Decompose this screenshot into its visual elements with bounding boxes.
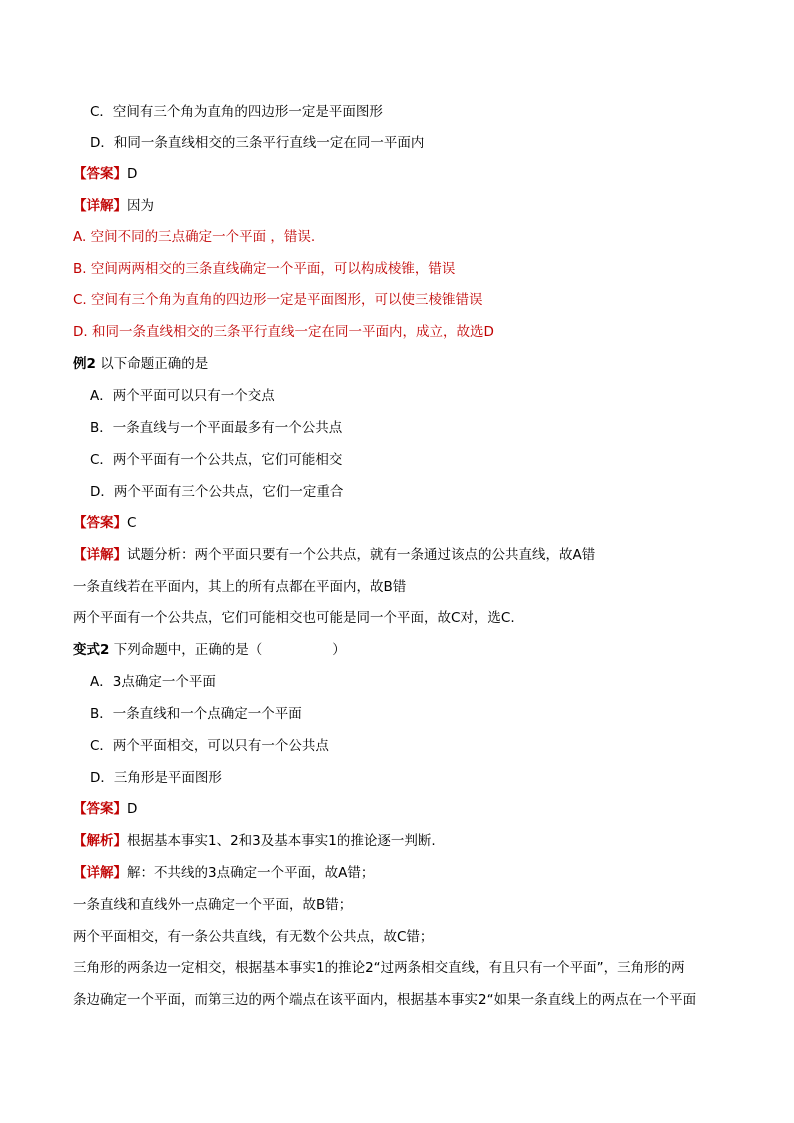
- text-line: [73, 259, 734, 279]
- line-text: D: [127, 166, 138, 182]
- line-text: D. 和同一条直线相交的三条平行直线一定在同一平面内，成立，故选D: [73, 324, 494, 340]
- line-text: 因为: [127, 198, 154, 214]
- text-line: [73, 990, 734, 1010]
- text-line: [73, 577, 734, 597]
- text-line: [90, 736, 734, 756]
- option-text: B．一条直线与一个平面最多有一个公共点: [90, 420, 343, 436]
- section-tag: 【答案】: [73, 166, 127, 182]
- section-tag: 【解析】: [73, 833, 127, 849]
- option-text: D．和同一条直线相交的三条平行直线一定在同一平面内: [90, 135, 425, 151]
- text-line: [73, 164, 734, 184]
- text-line: [73, 863, 734, 883]
- text-line: [90, 672, 734, 692]
- line-text: 根据基本事实1、2和3及基本事实1的推论逐一判断.: [127, 833, 436, 849]
- section-tag: 【详解】: [73, 547, 127, 563]
- example-label: 例2: [73, 356, 96, 372]
- text-line: [73, 831, 734, 851]
- text-line: [73, 958, 734, 978]
- option-text: D．两个平面有三个公共点，它们一定重合: [90, 484, 344, 500]
- option-text: C．两个平面有一个公共点，它们可能相交: [90, 452, 343, 468]
- text-line: [90, 704, 734, 724]
- line-text: 解：不共线的3点确定一个平面，故A错；: [127, 865, 375, 881]
- line-text: B. 空间两两相交的三条直线确定一个平面，可以构成棱锥，错误: [73, 261, 456, 277]
- option-text: B．一条直线和一个点确定一个平面: [90, 706, 302, 722]
- text-line: [90, 768, 734, 788]
- line-text: 以下命题正确的是: [95, 356, 209, 372]
- text-line: [90, 386, 734, 406]
- option-text: C．两个平面相交，可以只有一个公共点: [90, 738, 329, 754]
- text-line: [73, 322, 734, 342]
- text-line: [73, 640, 734, 660]
- option-text: A．3点确定一个平面: [90, 674, 216, 690]
- text-line: [73, 895, 734, 915]
- line-text: 试题分析：两个平面只要有一个公共点，就有一条通过该点的公共直线，故A错: [127, 547, 596, 563]
- text-line: [90, 450, 734, 470]
- option-text: D．三角形是平面图形: [90, 770, 222, 786]
- option-text: C．空间有三个角为直角的四边形一定是平面图形: [90, 104, 383, 120]
- line-text: D: [127, 801, 138, 817]
- line-text: 下列命题中，正确的是（: [109, 642, 263, 658]
- text-line: [73, 545, 734, 565]
- text-line: [90, 133, 734, 153]
- text-line: [90, 102, 734, 122]
- section-tag: 【详解】: [73, 198, 127, 214]
- text-line: [73, 799, 734, 819]
- line-text: A. 空间不同的三点确定一个平面 ，错误.: [73, 229, 316, 245]
- text-line: [73, 927, 734, 947]
- text-line: [90, 418, 734, 438]
- example-label: 变式2: [73, 642, 110, 658]
- text-line: [90, 482, 734, 502]
- line-text: 条边确定一个平面，而第三边的两个端点在该平面内，根据基本事实2“如果一条直线上的两点在一个平面: [73, 992, 697, 1008]
- section-tag: 【详解】: [73, 865, 127, 881]
- text-line: [73, 354, 734, 374]
- line-text: 三角形的两条边一定相交，根据基本事实1的推论2“过两条相交直线，有且只有一个平面”，三角形的两: [73, 960, 685, 976]
- line-text: 一条直线和直线外一点确定一个平面，故B错；: [73, 897, 353, 913]
- line-text: C. 空间有三个角为直角的四边形一定是平面图形，可以使三棱锥错误: [73, 292, 483, 308]
- text-line: [73, 513, 734, 533]
- text-line: [73, 227, 734, 247]
- line-text-tail: ）: [332, 642, 346, 658]
- line-text: 两个平面有一个公共点，它们可能相交也可能是同一个平面，故C对，选C.: [73, 610, 515, 626]
- section-tag: 【答案】: [73, 801, 127, 817]
- text-line: [73, 608, 734, 628]
- text-line: [73, 196, 734, 216]
- line-text: 一条直线若在平面内，其上的所有点都在平面内，故B错: [73, 579, 407, 595]
- section-tag: 【答案】: [73, 515, 127, 531]
- line-text: 两个平面相交，有一条公共直线，有无数个公共点，故C错；: [73, 929, 434, 945]
- option-text: A．两个平面可以只有一个交点: [90, 388, 275, 404]
- text-line: [73, 290, 734, 310]
- line-text: C: [127, 515, 137, 531]
